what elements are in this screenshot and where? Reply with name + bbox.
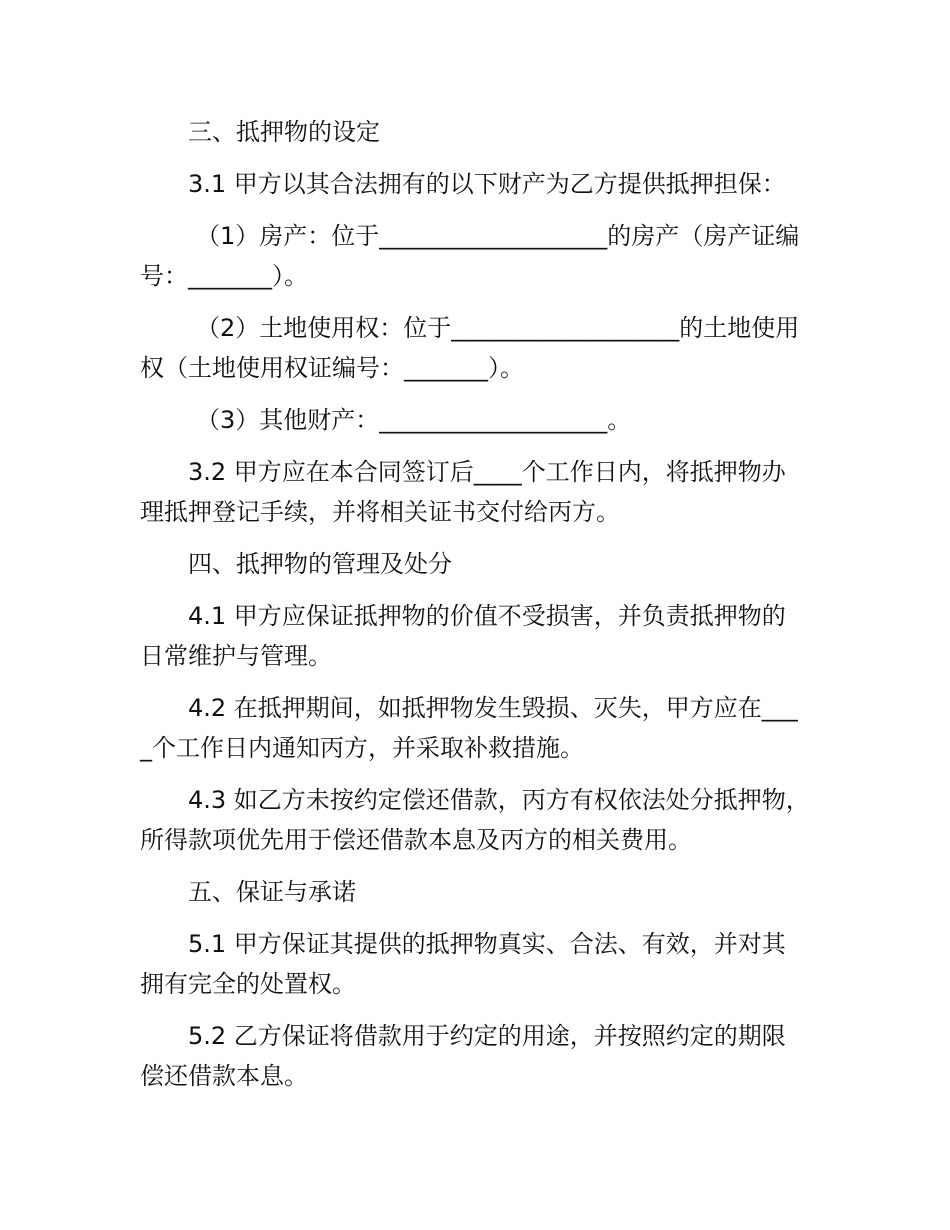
- clause-text-line: 5.1 甲方保证其提供的抵押物真实、合法、有效，并对其: [188, 930, 786, 958]
- clause-3-1: [140, 164, 812, 204]
- clause-text: 3.1 甲方以其合法拥有的以下财产为乙方提供抵押担保：: [188, 170, 786, 198]
- clause-text-line: 4.2 在抵押期间，如抵押物发生毁损、灭失，甲方应在___: [188, 694, 798, 722]
- clause-text-line: 所得款项优先用于偿还借款本息及丙方的相关费用。: [140, 826, 692, 854]
- clause-text: （3）其他财产：___________________。: [196, 406, 632, 434]
- clause-text-line: 3.2 甲方应在本合同签订后____个工作日内，将抵押物办: [188, 458, 786, 486]
- section-heading: 四、抵押物的管理及处分: [188, 550, 452, 578]
- clause-text-line: 权（土地使用权证编号：_______）。: [140, 354, 524, 382]
- clause-4-3: [140, 780, 812, 860]
- clause-5-2: [140, 1016, 812, 1096]
- section-4: [140, 544, 812, 584]
- clause-text-line: 理抵押登记手续，并将相关证书交付给丙方。: [140, 498, 620, 526]
- clause-text-line: 日常维护与管理。: [140, 642, 332, 670]
- clause-text-line: 号：_______）。: [140, 262, 308, 290]
- section-heading: 五、保证与承诺: [188, 878, 356, 906]
- clause-3-1-item-3: [140, 400, 812, 440]
- document-page: [140, 112, 812, 1108]
- clause-text-line: 偿还借款本息。: [140, 1062, 308, 1090]
- clause-text-line: （2）土地使用权：位于___________________的土地使用: [196, 314, 800, 342]
- section-5: [140, 872, 812, 912]
- clause-4-2: [140, 688, 812, 768]
- clause-text-line: 拥有完全的处置权。: [140, 970, 356, 998]
- clause-text-line: 5.2 乙方保证将借款用于约定的用途，并按照约定的期限: [188, 1022, 786, 1050]
- clause-text-line: 4.3 如乙方未按约定偿还借款，丙方有权依法处分抵押物，: [188, 786, 810, 814]
- section-heading: 三、抵押物的设定: [188, 118, 380, 146]
- clause-3-2: [140, 452, 812, 532]
- clause-3-1-item-1: [140, 216, 812, 296]
- clause-text-line: _个工作日内通知丙方，并采取补救措施。: [140, 734, 584, 762]
- clause-4-1: [140, 596, 812, 676]
- clause-5-1: [140, 924, 812, 1004]
- clause-3-1-item-2: [140, 308, 812, 388]
- clause-text-line: （1）房产：位于___________________的房产（房产证编: [196, 222, 800, 250]
- clause-text-line: 4.1 甲方应保证抵押物的价值不受损害，并负责抵押物的: [188, 602, 786, 630]
- section-3: [140, 112, 812, 152]
